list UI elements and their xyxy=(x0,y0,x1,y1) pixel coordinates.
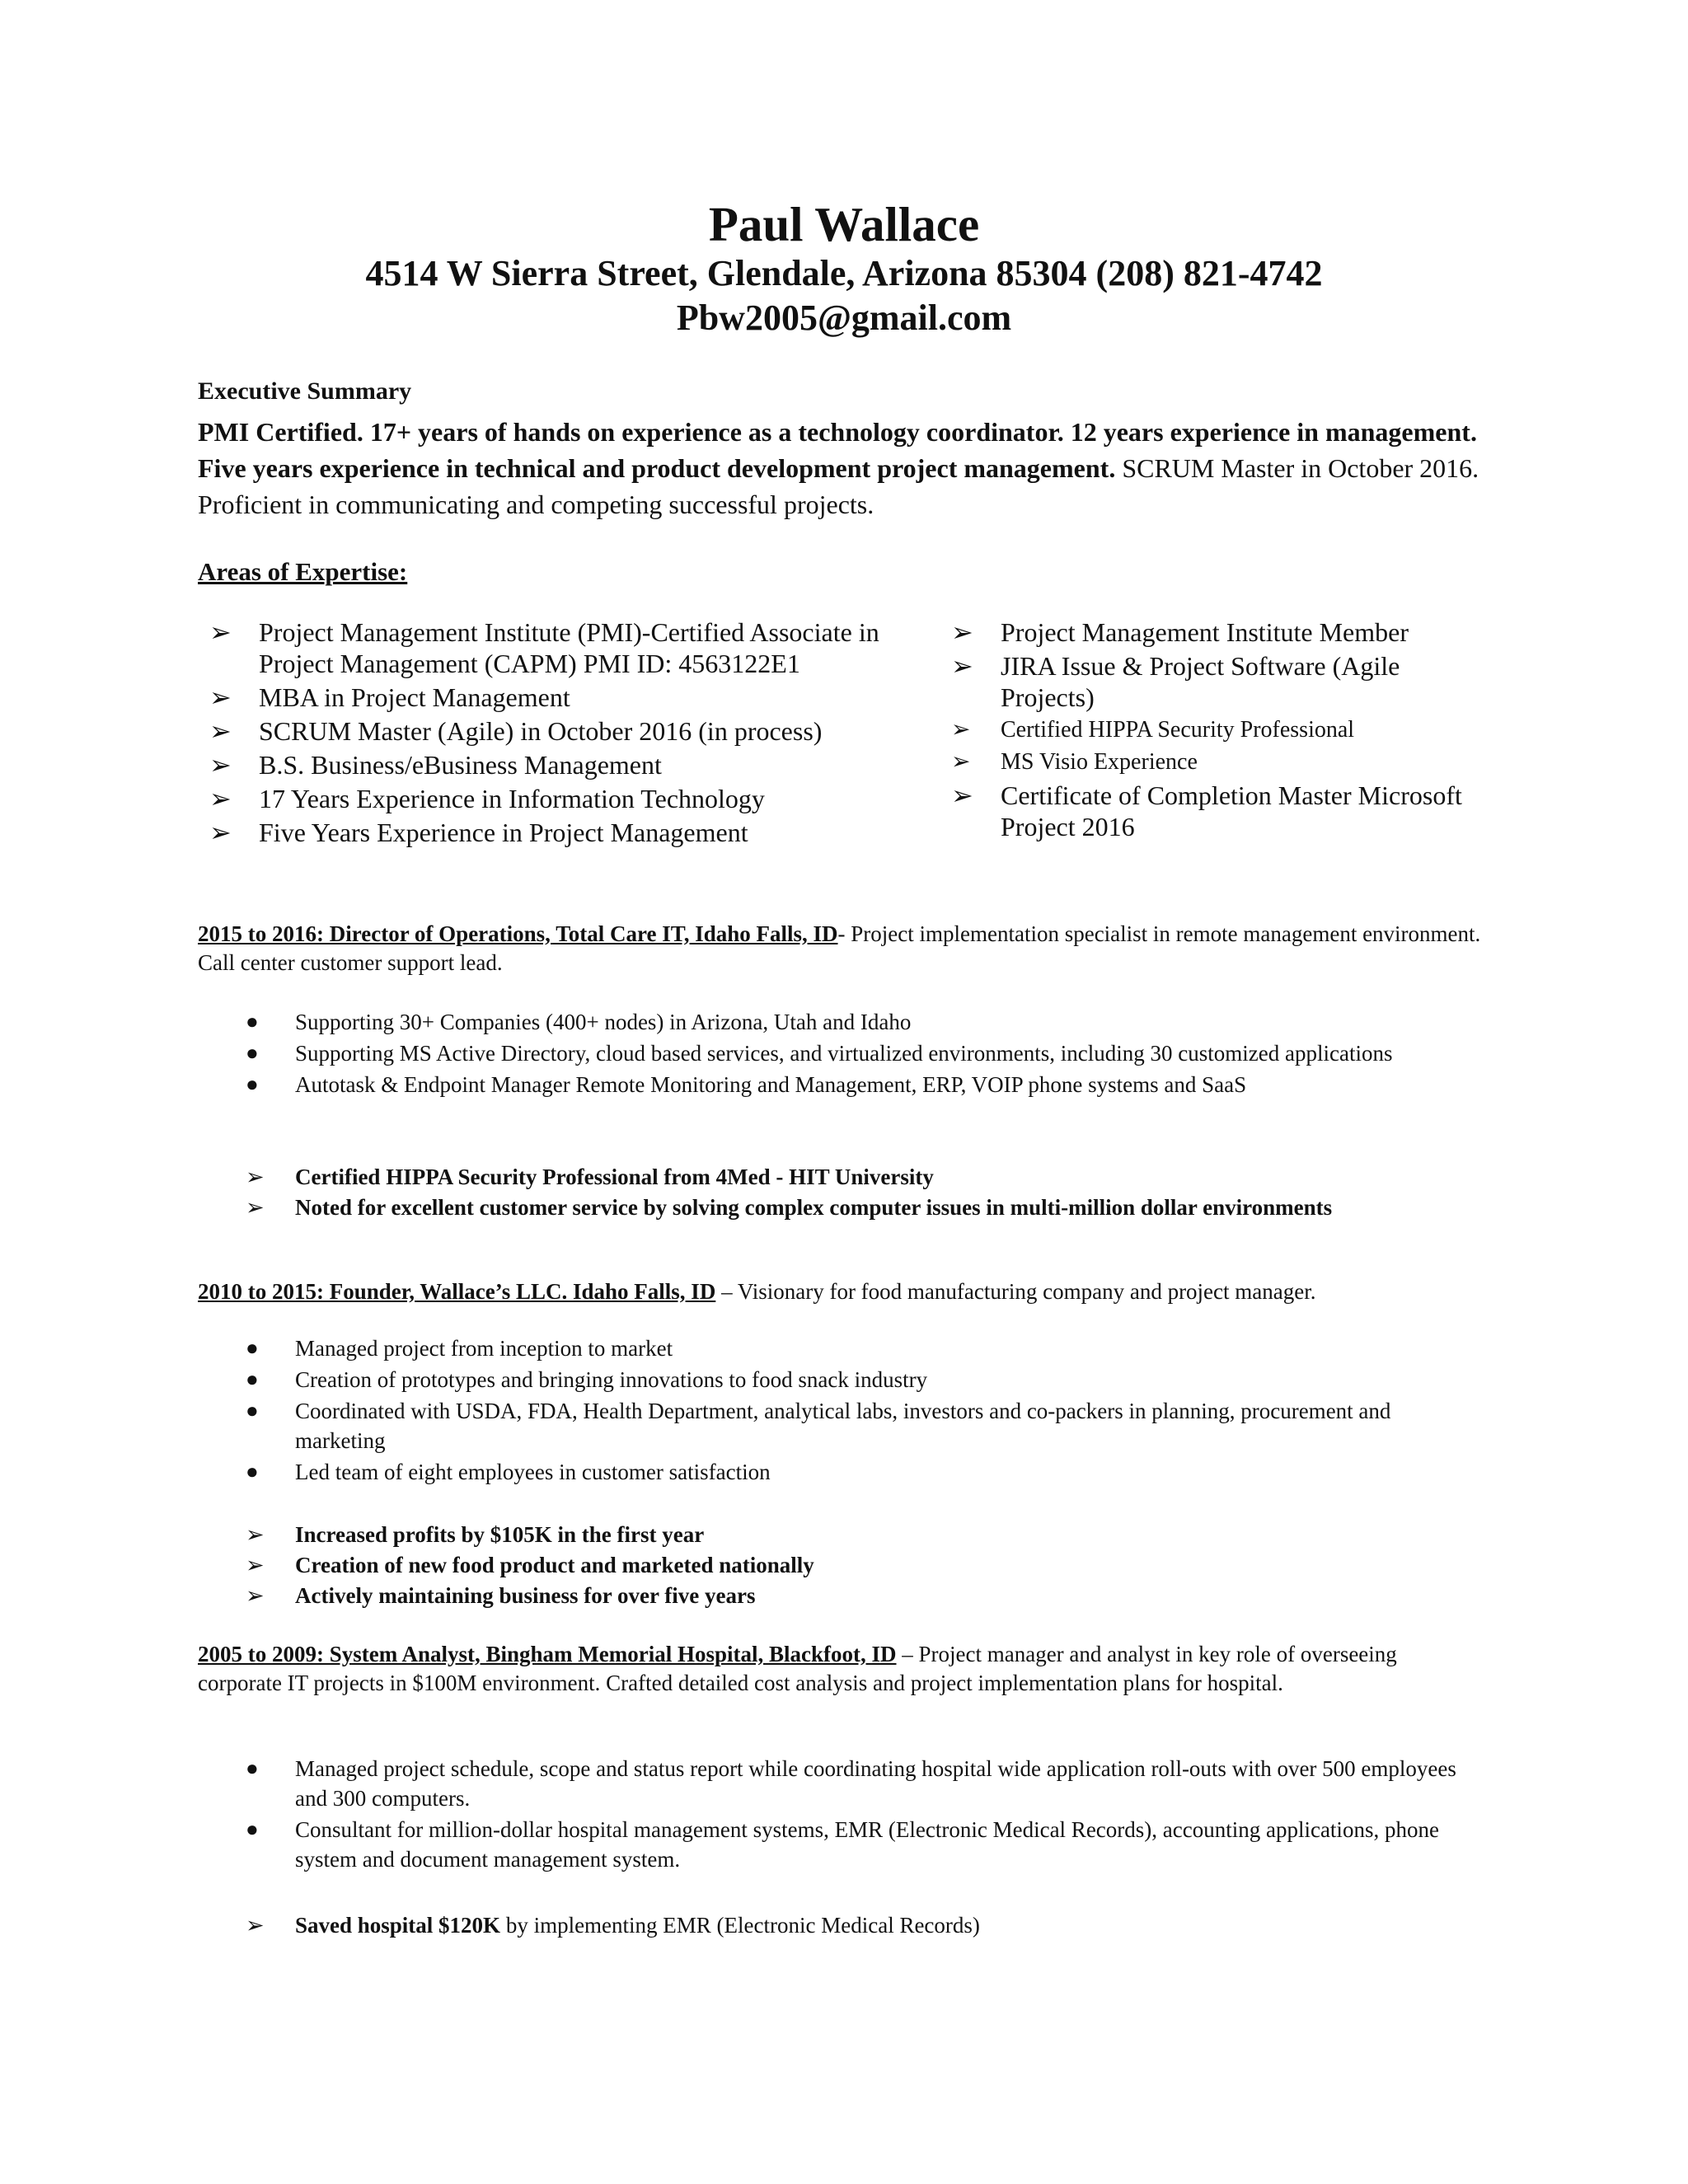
list-item-text: Supporting 30+ Companies (400+ nodes) in Arizona, Utah and Idaho xyxy=(295,1010,912,1034)
expertise-item xyxy=(940,616,1500,648)
list-item xyxy=(198,1070,1484,1099)
achievement-strong-text: Actively maintaining business for over five years xyxy=(295,1583,756,1608)
list-item xyxy=(198,1754,1484,1813)
job-duties-list xyxy=(198,1333,1484,1488)
job-title: 2005 to 2009: System Analyst, Bingham Memorial Hospital, Blackfoot, ID xyxy=(198,1642,897,1666)
expertise-list-left xyxy=(198,616,923,851)
arrow-bullet-icon: ➢ xyxy=(209,617,232,647)
bullet-dot-icon: ● xyxy=(246,1460,259,1483)
expertise-item-text: Certified HIPPA Security Professional xyxy=(1001,717,1355,743)
job-description: – Visionary for food manufacturing company and project manager. xyxy=(715,1279,1316,1304)
expertise-item xyxy=(198,749,923,780)
expertise-item-text: Certificate of Completion Master Microsoft Project 2016 xyxy=(1001,780,1462,841)
expertise-item xyxy=(198,715,923,747)
summary-bold-text: PMI Certified. 17+ years of hands on experience as a technology coordinator. 12 years experience in management. Five years experience in technical and product development project management. xyxy=(198,417,1477,483)
bullet-dot-icon: ● xyxy=(246,1367,259,1391)
list-item-text: Managed project from inception to market xyxy=(295,1336,673,1361)
arrow-bullet-icon: ➢ xyxy=(951,651,973,681)
achievement-strong-text: Creation of new food product and marketed nationally xyxy=(295,1553,814,1577)
job-achievements-list xyxy=(198,1910,1517,1941)
expertise-item xyxy=(940,780,1500,842)
achievement-strong-text: Saved hospital $120K xyxy=(295,1913,501,1938)
list-item-text: Consultant for million-dollar hospital management systems, EMR (Electronic Medical Records), accounting applications, phone system and document management system. xyxy=(295,1817,1439,1872)
job-description: – Project manager and analyst in key role of overseeing corporate IT projects in $100M environment. Crafted detailed cost analysis and project implementation plans for hospital. xyxy=(198,1642,1397,1695)
expertise-item-text: B.S. Business/eBusiness Management xyxy=(259,750,662,780)
expertise-item-text: Project Management Institute (PMI)-Certified Associate in Project Management (CAPM) PMI ID: 4563122E1 xyxy=(259,617,879,678)
achievement-strong-text: Certified HIPPA Security Professional from 4Med - HIT University xyxy=(295,1165,934,1189)
list-item-text: Managed project schedule, scope and status report while coordinating hospital wide application roll-outs with over 500 employees and 300 computers. xyxy=(295,1756,1456,1811)
achievement-strong-text: Increased profits by $105K in the first year xyxy=(295,1522,705,1547)
job-description: - Project implementation specialist in remote management environment. Call center customer support lead. xyxy=(198,921,1481,975)
achievement-rest-text: by implementing EMR (Electronic Medical Records) xyxy=(500,1913,980,1938)
job-heading xyxy=(198,1640,1484,1698)
expertise-item xyxy=(940,715,1500,745)
list-item-text: Creation of prototypes and bringing innovations to food snack industry xyxy=(295,1367,928,1392)
job-title: 2015 to 2016: Director of Operations, Total Care IT, Idaho Falls, ID xyxy=(198,921,838,946)
job-title: 2010 to 2015: Founder, Wallace’s LLC. Idaho Falls, ID xyxy=(198,1279,716,1304)
arrow-bullet-icon: ➢ xyxy=(209,682,232,712)
candidate-name: Paul Wallace xyxy=(708,197,980,251)
job-heading xyxy=(198,920,1484,977)
job-heading xyxy=(198,1277,1484,1306)
list-item xyxy=(198,1815,1484,1874)
bullet-dot-icon: ● xyxy=(246,1336,259,1360)
arrow-bullet-icon: ➢ xyxy=(209,716,232,746)
summary-heading: Executive Summary xyxy=(198,377,412,405)
job-achievements-list xyxy=(198,1520,1517,1611)
bullet-dot-icon: ● xyxy=(246,1072,259,1096)
expertise-item-text: 17 Years Experience in Information Technology xyxy=(259,784,765,813)
list-item-text: Led team of eight employees in customer satisfaction xyxy=(295,1460,771,1484)
expertise-item-text: Five Years Experience in Project Management xyxy=(259,818,748,847)
list-item xyxy=(198,1333,1484,1363)
list-item xyxy=(198,1365,1484,1394)
arrow-bullet-icon: ➢ xyxy=(209,784,232,813)
expertise-item xyxy=(940,748,1500,777)
arrow-bullet-icon: ➢ xyxy=(246,1553,265,1577)
arrow-bullet-icon: ➢ xyxy=(209,750,232,780)
expertise-item xyxy=(940,650,1500,713)
bullet-dot-icon: ● xyxy=(246,1399,259,1422)
achievement-item xyxy=(198,1193,1517,1222)
expertise-item xyxy=(198,682,923,713)
expertise-item xyxy=(198,817,923,848)
list-item-text: Autotask & Endpoint Manager Remote Monitoring and Management, ERP, VOIP phone systems and SaaS xyxy=(295,1072,1247,1097)
summary-plain-text: SCRUM Master in October 2016. Proficient in communicating and competing successful projects. xyxy=(198,453,1479,519)
arrow-bullet-icon: ➢ xyxy=(951,749,971,775)
expertise-item-text: JIRA Issue & Project Software (Agile Projects) xyxy=(1001,651,1400,712)
achievement-item xyxy=(198,1910,1517,1940)
achievement-item xyxy=(198,1520,1517,1549)
arrow-bullet-icon: ➢ xyxy=(209,818,232,847)
list-item xyxy=(198,1007,1484,1037)
expertise-item-text: SCRUM Master (Agile) in October 2016 (in process) xyxy=(259,716,823,746)
expertise-item-text: MBA in Project Management xyxy=(259,682,570,712)
arrow-bullet-icon: ➢ xyxy=(246,1583,265,1608)
expertise-list-right xyxy=(940,616,1500,845)
job-achievements-list xyxy=(198,1162,1517,1223)
list-item-text: Coordinated with USDA, FDA, Health Department, analytical labs, investors and co-packers in planning, procurement and marketing xyxy=(295,1399,1391,1453)
bullet-dot-icon: ● xyxy=(246,1817,259,1841)
job-duties-list xyxy=(198,1007,1484,1101)
expertise-item xyxy=(198,616,923,679)
arrow-bullet-icon: ➢ xyxy=(951,780,973,810)
bullet-dot-icon: ● xyxy=(246,1010,259,1033)
expertise-item-text: Project Management Institute Member xyxy=(1001,617,1409,647)
arrow-bullet-icon: ➢ xyxy=(246,1913,265,1938)
expertise-item-text: MS Visio Experience xyxy=(1001,749,1198,775)
expertise-heading: Areas of Expertise: xyxy=(198,557,408,586)
list-item xyxy=(198,1457,1484,1487)
contact-address: 4514 W Sierra Street, Glendale, Arizona 85304 (208) 821-4742 xyxy=(365,253,1323,293)
contact-email: Pbw2005@gmail.com xyxy=(676,298,1012,338)
achievement-item xyxy=(198,1162,1517,1192)
list-item-text: Supporting MS Active Directory, cloud based services, and virtualized environments, including 30 customized applications xyxy=(295,1041,1393,1066)
achievement-item xyxy=(198,1581,1517,1610)
arrow-bullet-icon: ➢ xyxy=(246,1195,265,1220)
arrow-bullet-icon: ➢ xyxy=(246,1165,265,1189)
list-item xyxy=(198,1396,1484,1455)
arrow-bullet-icon: ➢ xyxy=(246,1522,265,1547)
bullet-dot-icon: ● xyxy=(246,1041,259,1065)
list-item xyxy=(198,1038,1484,1068)
achievement-item xyxy=(198,1550,1517,1580)
achievement-strong-text: Noted for excellent customer service by solving complex computer issues in multi-million dollar environments xyxy=(295,1195,1333,1220)
summary-text xyxy=(198,414,1484,523)
arrow-bullet-icon: ➢ xyxy=(951,617,973,647)
bullet-dot-icon: ● xyxy=(246,1756,259,1780)
job-duties-list xyxy=(198,1754,1484,1876)
expertise-item xyxy=(198,783,923,814)
arrow-bullet-icon: ➢ xyxy=(951,717,971,743)
